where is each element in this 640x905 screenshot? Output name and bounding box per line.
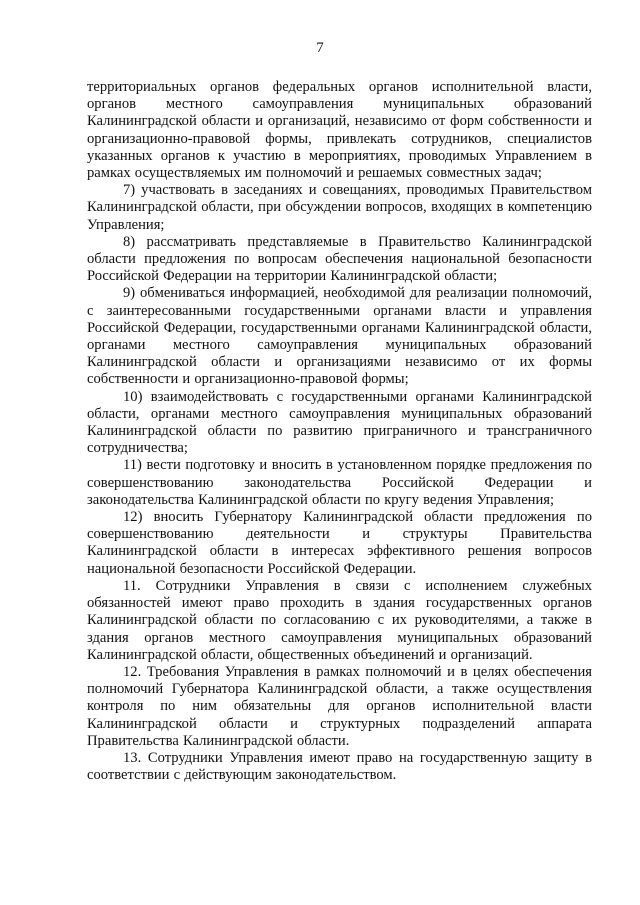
page-number: 7 — [316, 40, 324, 56]
section-11: 11. Сотрудники Управления в связи с исполнением служебных обязанностей имеют право проходить в здания государственных органов Калининградской области по согласованию с их руководителями, а также в здания органов местного самоуправления муниципальных образований Калининградской области, общественных объединений и организаций. — [87, 577, 592, 663]
list-item-9: 9) обмениваться информацией, необходимой для реализации полномочий, с заинтересованными государственными органами власти и управления Российской Федерации, государственными органами Калининградской области, органами местного самоуправления муниципальных образований Калининградской области и организациями независимо от их формы собственности и организационно-правовой формы; — [87, 285, 592, 388]
list-item-8: 8) рассматривать представляемые в Правительство Калининградской области предложения по вопросам обеспечения национальной безопасности Российской Федерации на территории Калининградской области; — [87, 233, 592, 285]
list-item-10: 10) взаимодействовать с государственными органами Калининградской области, органами местного самоуправления муниципальных образований Калининградской области по развитию приграничного и трансграничного сотрудничества; — [87, 388, 592, 457]
list-item-11: 11) вести подготовку и вносить в установленном порядке предложения по совершенствованию законодательства Российской Федерации и законодательства Калининградской области по кругу ведения Управления; — [87, 457, 592, 508]
paragraph-continuation: территориальных органов федеральных органов исполнительной власти, органов местного самоуправления муниципальных образований Калининградской области и организаций, независимо от форм собственности и организационно-правовой формы, привлекать сотрудников, специалистов указанных органов к участию в мероприятиях, проводимых Управлением в рамках осуществляемых им полномочий и решаемых совместных задач; — [87, 79, 592, 182]
list-item-7: 7) участвовать в заседаниях и совещаниях, проводимых Правительством Калининградской области, при обсуждении вопросов, входящих в компетенцию Управления; — [87, 182, 592, 233]
section-12: 12. Требования Управления в рамках полномочий и в целях обеспечения полномочий Губернатора Калининградской области, а также осуществления контроля по ним обязательны для органов исполнительной власти Калининградской области и структурных подразделений аппарата Правительства Калининградской области. — [87, 663, 592, 749]
section-13: 13. Сотрудники Управления имеют право на государственную защиту в соответствии с действующим законодательством. — [87, 749, 592, 784]
list-item-12: 12) вносить Губернатору Калининградской области предложения по совершенствованию деятельности и структуры Правительства Калининградской области в интересах эффективного решения вопросов национальной безопасности Российской Федерации. — [87, 509, 592, 577]
document-body — [87, 79, 592, 784]
